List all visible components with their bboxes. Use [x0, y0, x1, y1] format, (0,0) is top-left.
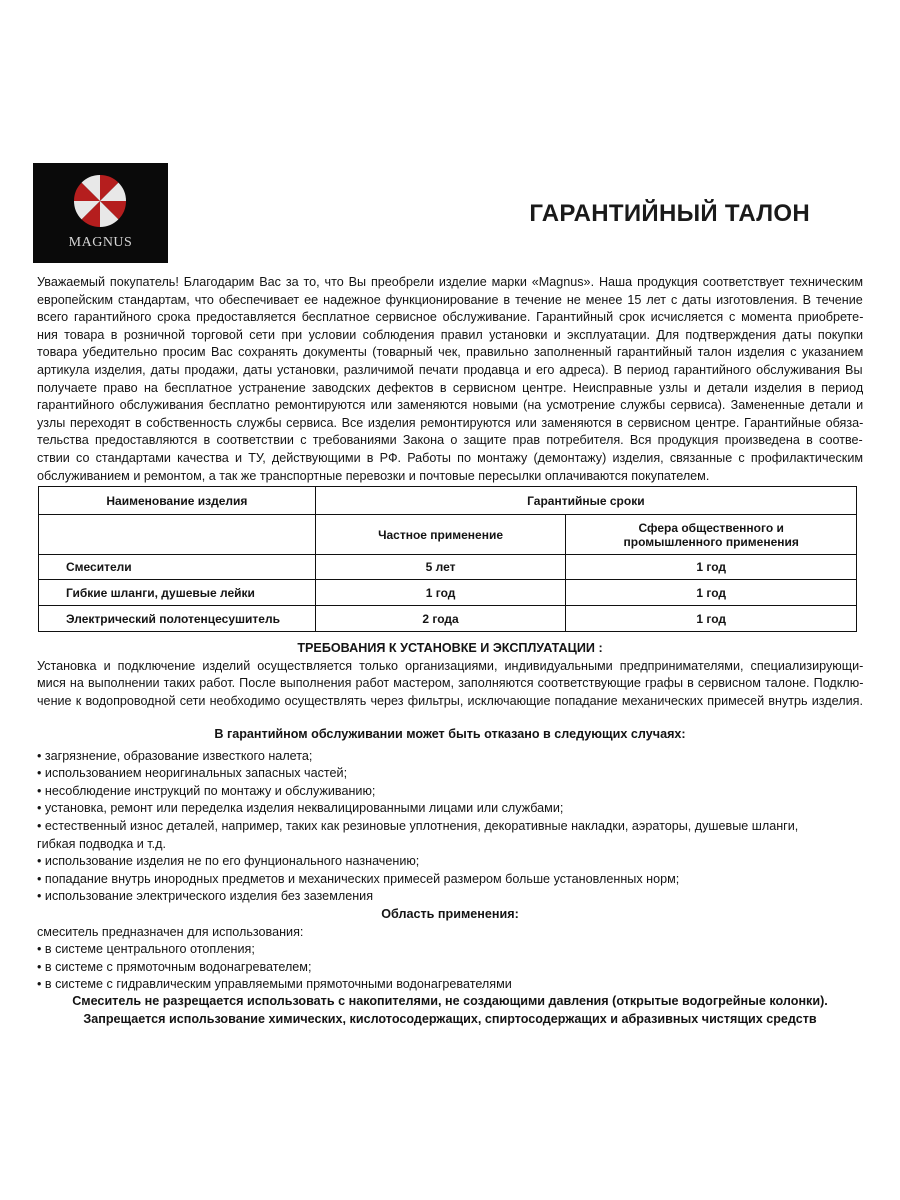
requirements-line: мися на выполнении таких работ. После выполнения работ мастером, заполняются соответствующие графы в сервисном талоне. Подклю-: [37, 676, 864, 691]
row-public-term: 1 год: [566, 555, 857, 580]
intro-line: всего гарантийного срока предоставляется бесплатное сервисное обслуживание. Гарантийный срок исчисляется с момента приобрете-: [37, 310, 864, 325]
list-item: • в системе центрального отопления;: [37, 942, 255, 957]
refusal-list: [37, 748, 863, 906]
refusal-heading: В гарантийном обслуживании может быть отказано в следующих случаях:: [214, 727, 686, 741]
footer-line: Запрещается использование химических, кислотосодержащих, спиртосодержащих и абразивных чистящих средств: [83, 1011, 817, 1026]
intro-line: получаете право на бесплатное устранение заводских дефектов в сервисном центре. Неисправные узлы и детали изделия в период: [37, 380, 864, 395]
intro-line: обслуживанием и ремонтом, а так же транспортные перевозки и почтовые пересылки оплачиваются покупателем.: [37, 468, 710, 483]
scope-list: [37, 924, 863, 994]
intro-line: гарантийного обслуживания бесплатно ремонтируются или заменяются новыми (на усмотрение службы сервиса). Замененные детали и: [37, 398, 864, 413]
table-row: [39, 606, 857, 632]
list-item: смеситель предназначен для использования:: [37, 924, 304, 939]
requirements-heading: ТРЕБОВАНИЯ К УСТАНОВКЕ И ЭКСПЛУАТАЦИИ :: [297, 641, 603, 655]
list-item: • несоблюдение инструкций по монтажу и обслуживанию;: [37, 783, 376, 798]
row-product-name: Гибкие шланги, душевые лейки: [39, 580, 316, 606]
col-product-header: Наименование изделия: [39, 487, 316, 515]
document-title: ГАРАНТИЙНЫЙ ТАЛОН: [529, 200, 810, 227]
requirements-line: Установка и подключение изделий осуществляется только организациями, индивидуальными предпринимателями, специализирующи-: [37, 658, 864, 673]
intro-line: товара убедительно просим Вас сохранять документы (товарный чек, правильно заполненный гарантийный талон изделия с указанием: [37, 345, 864, 360]
list-item: • естественный износ деталей, например, таких как резиновые уплотнения, декоративные накладки, аэраторы, душевые шланги,: [37, 818, 799, 833]
requirements-text: [37, 658, 863, 711]
row-product-name: Электрический полотенцесушитель: [39, 606, 316, 632]
col-terms-header: Гарантийные сроки: [315, 487, 856, 515]
intro-line: ния товара в розничной торговой сети при условии соблюдения правил установки и эксплуатации. Для подтверждения даты покупки: [37, 327, 864, 342]
footer-notes: [37, 993, 863, 1028]
intro-line: артикула изделия, даты продажи, даты установки, различимой печати продавца и его адреса). В период гарантийного обслуживания Вы: [37, 362, 863, 377]
table-header-row: [39, 487, 857, 515]
umbrella-emblem-icon: [72, 173, 128, 229]
row-public-term: 1 год: [566, 606, 857, 632]
row-private-term: 2 года: [315, 606, 566, 632]
list-item: • использование электрического изделия без заземления: [37, 889, 374, 904]
brand-name: MAGNUS: [68, 235, 133, 250]
row-product-name: Смесители: [39, 555, 316, 580]
row-private-term: 1 год: [315, 580, 566, 606]
refusal-section: [37, 726, 863, 906]
table-row: [39, 555, 857, 580]
row-public-term: 1 год: [566, 580, 857, 606]
list-item: гибкая подводка и т.д.: [37, 836, 167, 851]
list-item: • установка, ремонт или переделка изделия неквалицированными лицами или службами;: [37, 801, 564, 816]
list-item: • использование изделия не по его фунционального назначению;: [37, 854, 420, 869]
empty-cell: [39, 515, 316, 555]
intro-line: ствии со стандартами качества и ТУ, действующими в РФ. Работы по монтажу (демонтажу) изделия, связанные с профилактическим: [37, 450, 864, 465]
list-item: • загрязнение, образование известкого налета;: [37, 748, 313, 763]
scope-section: [37, 906, 863, 994]
warranty-table: [38, 486, 857, 632]
col-public-line1: Сфера общественного и: [638, 520, 784, 535]
list-item: • в системе с прямоточным водонагревателем;: [37, 959, 312, 974]
intro-line: европейским стандартам, что обеспечивает ее надежное функционирование в течение не менее 15 лет с даты изготовления. В течение: [37, 292, 863, 307]
intro-paragraph: [37, 274, 863, 485]
table-row: [39, 580, 857, 606]
table-subheader-row: [39, 515, 857, 555]
intro-line: Уважаемый покупатель! Благодарим Вас за то, что Вы преобрели изделие марки «Magnus». Наша продукция соответствует техническим: [37, 275, 864, 289]
footer-line: Смеситель не разрещается использовать с накопителями, не создающими давления (открытые водогрейные колонки).: [72, 994, 828, 1008]
list-item: • в системе с гидравлическим управляемыми прямоточными водонагревателями: [37, 977, 512, 992]
col-public-header: [566, 515, 857, 555]
list-item: • использованием неоригинальных запасных частей;: [37, 766, 348, 781]
intro-line: тельства предоставляются в соответствии с требованиями Закона о защите прав потребителя. Вся продукция произведена в соотве-: [37, 433, 863, 448]
requirements-section: [37, 640, 863, 710]
intro-line: узлы переходят в собственность службы сервиса. Все изделия ремонтируются или заменяются в сервисном центре. Гарантийные обяза-: [37, 415, 864, 430]
brand-logo: [33, 163, 168, 263]
col-public-line2: промышленного применения: [623, 534, 799, 549]
list-item: • попадание внутрь инородных предметов и механических примесей размером больше установленных норм;: [37, 871, 680, 886]
requirements-line: чение к водопроводной сети необходимо осуществлять через фильтры, исключающие попадание механических примесей внутрь изделия.: [37, 693, 863, 708]
row-private-term: 5 лет: [315, 555, 566, 580]
scope-heading: Область применения:: [381, 907, 519, 921]
col-private-header: Частное применение: [315, 515, 566, 555]
